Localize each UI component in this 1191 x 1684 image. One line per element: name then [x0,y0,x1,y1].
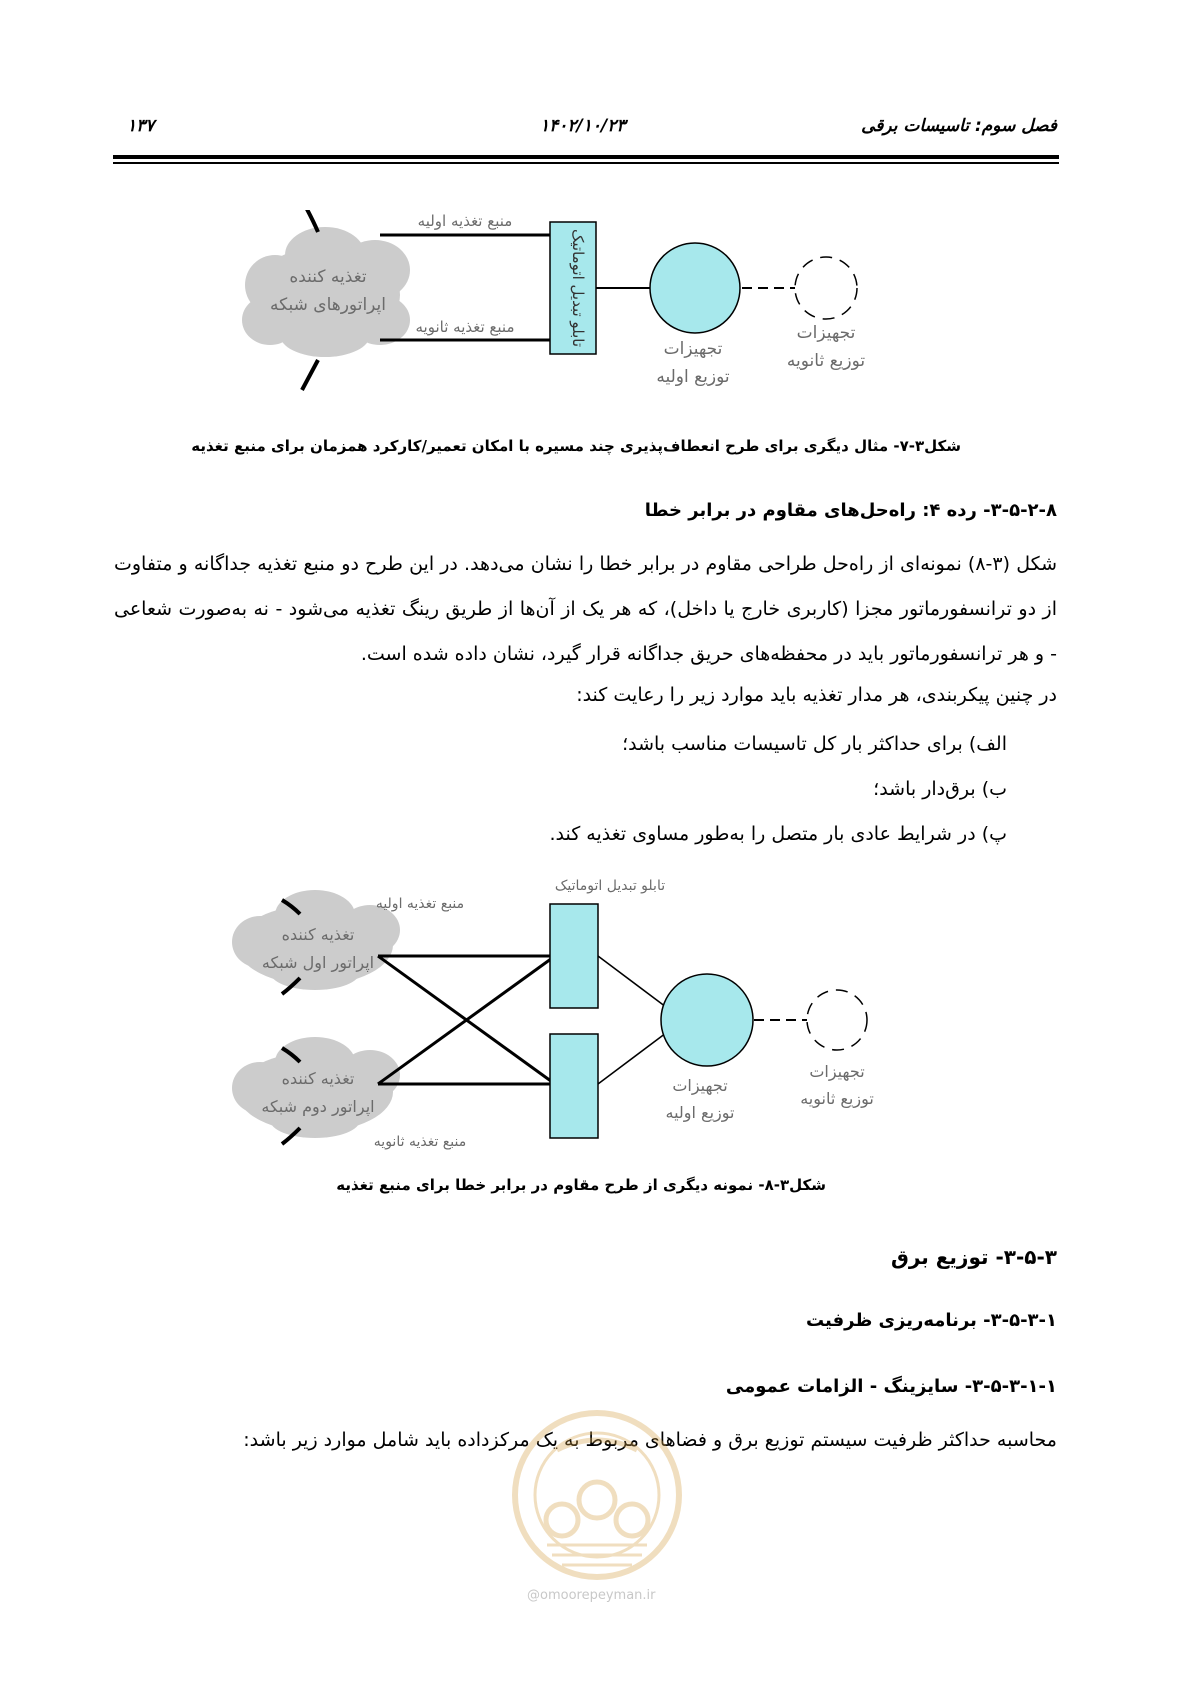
paragraph-requirements: در چنین پیکربندی، هر مدار تغذیه باید موارد زیر را رعایت کند: [576,684,1057,706]
primary-source-label: منبع تغذیه اولیه [375,896,465,912]
header-rule-thick [113,155,1059,159]
cable-stub-top [302,210,318,232]
section-heading-sizing: ۳-۵-۳-۱-۱- سایزینگ - الزامات عمومی [725,1376,1057,1397]
primary-equipment-label-line2: توزیع اولیه [665,1103,735,1122]
primary-distribution-equipment [650,243,740,333]
cloud-label-line1: تغذیه کننده [289,267,367,287]
header-rule-thin [113,162,1059,164]
cloud2-label-line1: تغذیه کننده [281,1069,355,1088]
secondary-equipment-label-line1: تجهیزات [796,323,856,343]
secondary-source-label: منبع تغذیه ثانویه [373,1134,467,1150]
cable-stub-bottom [302,360,318,390]
primary-equipment-label-line1: تجهیزات [672,1076,728,1095]
primary-distribution-equipment [661,974,753,1066]
secondary-distribution-equipment [807,990,867,1050]
primary-source-label: منبع تغذیه اولیه [417,212,513,230]
watermark-text: @omoorepeyman.ir [527,1588,656,1603]
header-date: ۱۴۰۲/۱۰/۲۳ [540,116,626,136]
figure-8-diagram [220,870,960,1160]
ats-panel-1 [550,904,598,1008]
cloud-label-line2: اپراتورهای شبکه [269,295,387,315]
chapter-title: فصل سوم: تاسیسات برقی [861,116,1057,136]
paragraph-fault-tolerant: شکل (۳-۸) نمونه‌ای از راه‌حل طراحی مقاوم در برابر خطا را نشان می‌دهد. در این طرح دو منبع تغذیه جداگانه و متفاوت از دو ترانسفورماتور مجزا (کاربری خارج یا داخل)، که هر یک از آن‌ها از طریق رینگ تغذیه می‌شود - نه به‌صورت شعاعی - و هر ترانسفورماتور باید در محفظه‌های حریق جداگانه قرار گیرد، نشان داده شده است. [114,553,1057,665]
figure-8-caption: شکل۳-۸- نمونه دیگری از طرح مقاوم در برابر خطا برای منبع تغذیه [336,1176,826,1194]
ats-panel-2 [550,1034,598,1138]
ats1-to-primary-line [598,956,670,1010]
ats2-to-primary-line [598,1030,670,1084]
cloud1-label-line1: تغذیه کننده [281,925,355,944]
cloud1-label-line2: اپراتور اول شبکه [261,953,375,972]
ats-label: تابلو تبدیل اتوماتیک [569,228,587,348]
section-heading-distribution: ۳-۵-۳- توزیع برق [890,1245,1057,1269]
list-item: پ) در شرایط عادی بار متصل را به‌طور مساوی تغذیه کند. [549,823,1007,845]
primary-equipment-label-line1: تجهیزات [663,339,723,359]
secondary-source-label: منبع تغذیه ثانویه [415,318,515,336]
section-heading-capacity-planning: ۳-۵-۳-۱- برنامه‌ریزی ظرفیت [805,1310,1057,1331]
secondary-equipment-label-line2: توزیع ثانویه [786,351,866,371]
list-item: ب) برق‌دار باشد؛ [873,778,1007,800]
secondary-equipment-label-line1: تجهیزات [809,1062,865,1081]
page-number: ۱۳۷ [127,116,155,136]
figure-7-diagram [230,210,960,420]
figure-7-caption: شکل۳-۷- مثال دیگری برای طرح انعطاف‌پذیری چند مسیره با امکان تعمیر/کارکرد همزمان برای منبع تغذیه [191,437,961,455]
watermark-seal-icon [507,1405,687,1595]
secondary-equipment-label-line2: توزیع ثانویه [800,1089,874,1108]
ats-label: تابلو تبدیل اتوماتیک [554,878,666,894]
list-item: الف) برای حداکثر بار کل تاسیسات مناسب باشد؛ [622,733,1007,755]
network-operator-cloud [242,227,410,357]
cloud2-label-line2: اپراتور دوم شبکه [261,1097,375,1116]
paragraph-capacity-calc: محاسبه حداکثر ظرفیت سیستم توزیع برق و فضاهای مربوط به یک مرکزداده باید شامل موارد زیر باشد: [243,1429,1057,1451]
secondary-distribution-equipment [795,257,857,319]
primary-equipment-label-line2: توزیع اولیه [656,367,730,387]
section-heading-fault-tolerant: ۳-۵-۲-۸- رده ۴: راه‌حل‌های مقاوم در برابر خطا [644,500,1057,521]
